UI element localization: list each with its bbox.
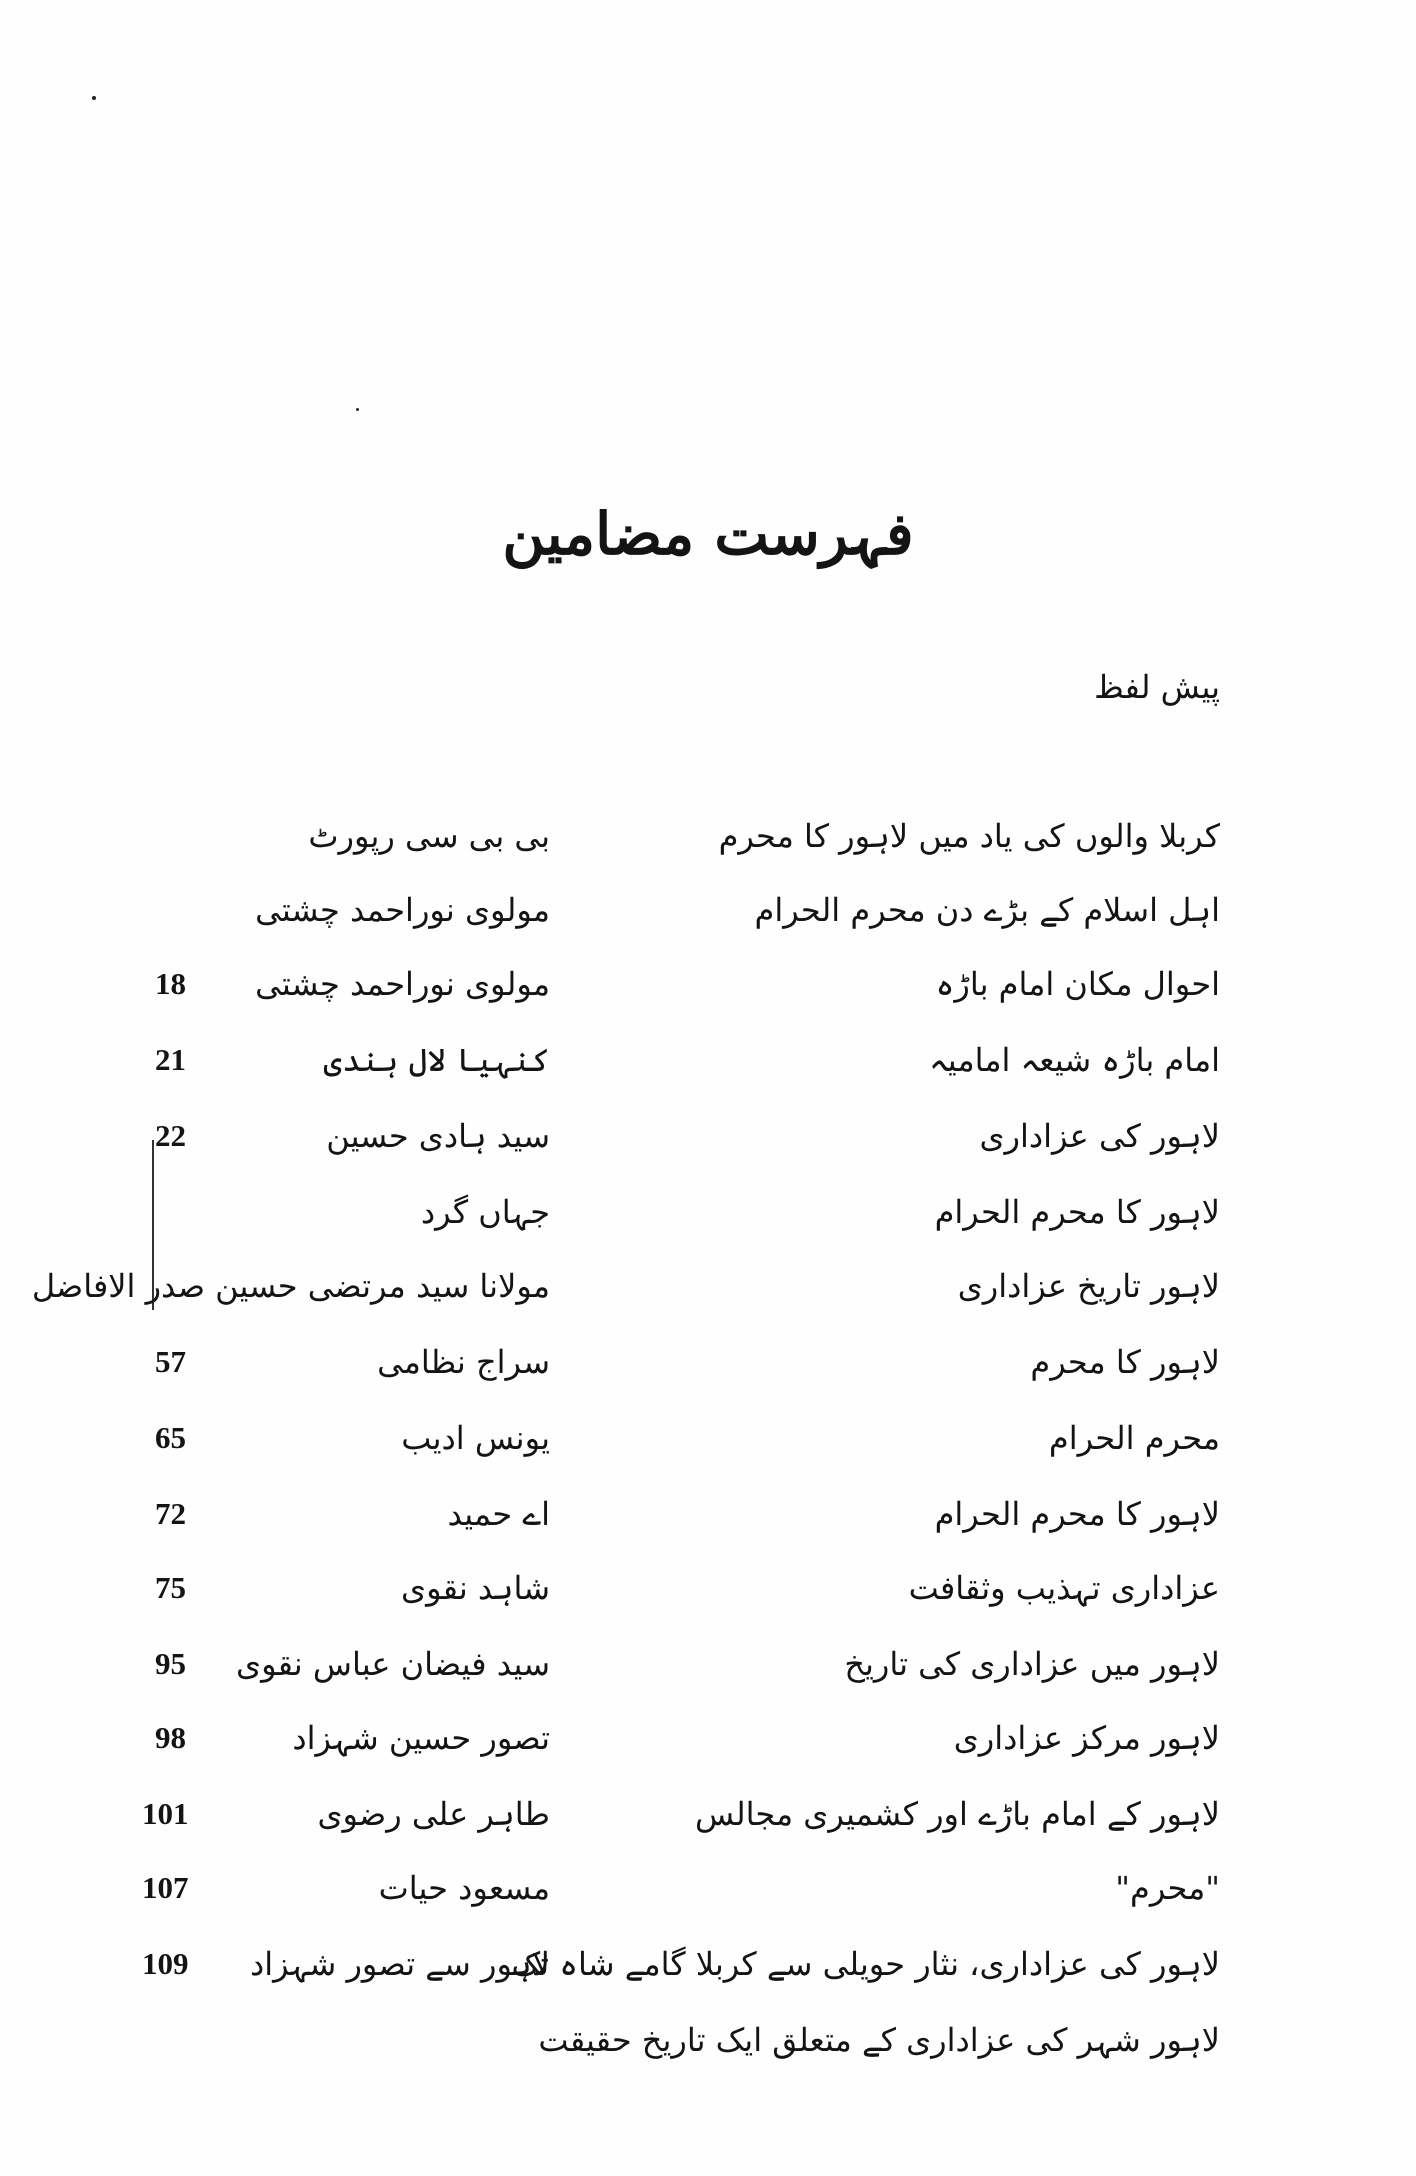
toc-title: لاہور مرکز عزاداری	[953, 1719, 1220, 1757]
toc-title: امام باڑہ شیعہ امامیہ	[929, 1041, 1220, 1079]
preface-heading: پیش لفظ	[1094, 668, 1220, 706]
toc-title: عزاداری تہذیب وثقافت	[908, 1569, 1220, 1607]
toc-page: 107	[142, 1870, 189, 1905]
toc-row	[0, 1784, 1416, 1854]
toc-author: سید فیضان عباس نقوی	[236, 1645, 550, 1683]
toc-title: احوال مکان امام باڑہ	[935, 965, 1220, 1003]
toc-page: 75	[155, 1570, 186, 1605]
toc-title: لاہور تاریخ عزاداری	[957, 1267, 1220, 1305]
toc-row	[0, 1182, 1416, 1252]
toc-page: 101	[142, 1796, 189, 1831]
toc-row	[0, 806, 1416, 876]
toc-author: مولوی نوراحمد چشتی	[255, 965, 550, 1003]
toc-page: 109	[142, 1946, 189, 1981]
toc-author: اے حمید	[447, 1495, 550, 1533]
ink-speck	[92, 96, 96, 100]
toc-author: بی بی سی رپورٹ	[308, 817, 550, 855]
toc-title: لاہور کا محرم الحرام	[934, 1193, 1220, 1231]
toc-title: اہل اسلام کے بڑے دن محرم الحرام	[754, 891, 1220, 929]
toc-page: 72	[155, 1496, 186, 1531]
toc-row	[0, 2010, 1416, 2080]
toc-page: 18	[155, 966, 186, 1001]
toc-author: یونس ادیب	[401, 1419, 550, 1457]
toc-page: 22	[155, 1118, 186, 1153]
toc-title: لاہور کے امام باڑے اور کشمیری مجالس	[695, 1795, 1220, 1833]
toc-title: لاہور کی عزاداری	[979, 1117, 1220, 1155]
toc-title: کربلا والوں کی یاد میں لاہور کا محرم	[718, 817, 1220, 855]
toc-page: 65	[155, 1420, 186, 1455]
toc-row	[0, 1030, 1416, 1100]
toc-row	[0, 1558, 1416, 1628]
toc-row	[0, 1332, 1416, 1402]
toc-author: مولانا سید مرتضی حسین صدر الافاضل	[31, 1267, 550, 1305]
toc-title: محرم الحرام	[1048, 1419, 1220, 1457]
toc-author: سید ہادی حسین	[326, 1117, 550, 1155]
toc-row	[0, 1484, 1416, 1554]
toc-author: سراج نظامی	[377, 1343, 550, 1381]
toc-page: 21	[155, 1042, 186, 1077]
toc-row	[0, 1634, 1416, 1704]
toc-author: لاہور سے تصور شہزاد	[249, 1945, 550, 1983]
toc-author: تصور حسین شہزاد	[292, 1719, 550, 1757]
page-title: فہرست مضامین	[502, 500, 914, 568]
toc-author: مولوی نوراحمد چشتی	[255, 891, 550, 929]
toc-page: 95	[155, 1646, 186, 1681]
toc-title: لاہور کا محرم الحرام	[934, 1495, 1220, 1533]
toc-row	[0, 880, 1416, 950]
toc-title: لاہور کی عزاداری، نثار حویلی سے کربلا گامے شاہ تک	[511, 1945, 1220, 1983]
toc-title: لاہور کا محرم	[1030, 1343, 1220, 1381]
toc-row	[0, 1708, 1416, 1778]
toc-author: جہاں گرد	[420, 1193, 550, 1231]
toc-title: لاہور شہر کی عزاداری کے متعلق ایک تاریخ حقیقت	[538, 2021, 1220, 2059]
toc-author: طاہر علی رضوی	[317, 1795, 550, 1833]
toc-row	[0, 1858, 1416, 1928]
toc-row	[0, 954, 1416, 1024]
toc-row	[0, 1256, 1416, 1326]
toc-row	[0, 1106, 1416, 1176]
toc-title: لاہور میں عزاداری کی تاریخ	[844, 1645, 1220, 1683]
toc-page: 98	[155, 1720, 186, 1755]
toc-page: 57	[155, 1344, 186, 1379]
toc-title: "محرم"	[1115, 1869, 1220, 1907]
toc-row	[0, 1408, 1416, 1478]
toc-author: شاہد نقوی	[401, 1569, 550, 1607]
toc-author: مسعود حیات	[378, 1869, 550, 1907]
toc-author: کنہیا لال ہندی	[323, 1041, 550, 1079]
ink-speck	[356, 408, 359, 411]
toc-row	[0, 1934, 1416, 2004]
